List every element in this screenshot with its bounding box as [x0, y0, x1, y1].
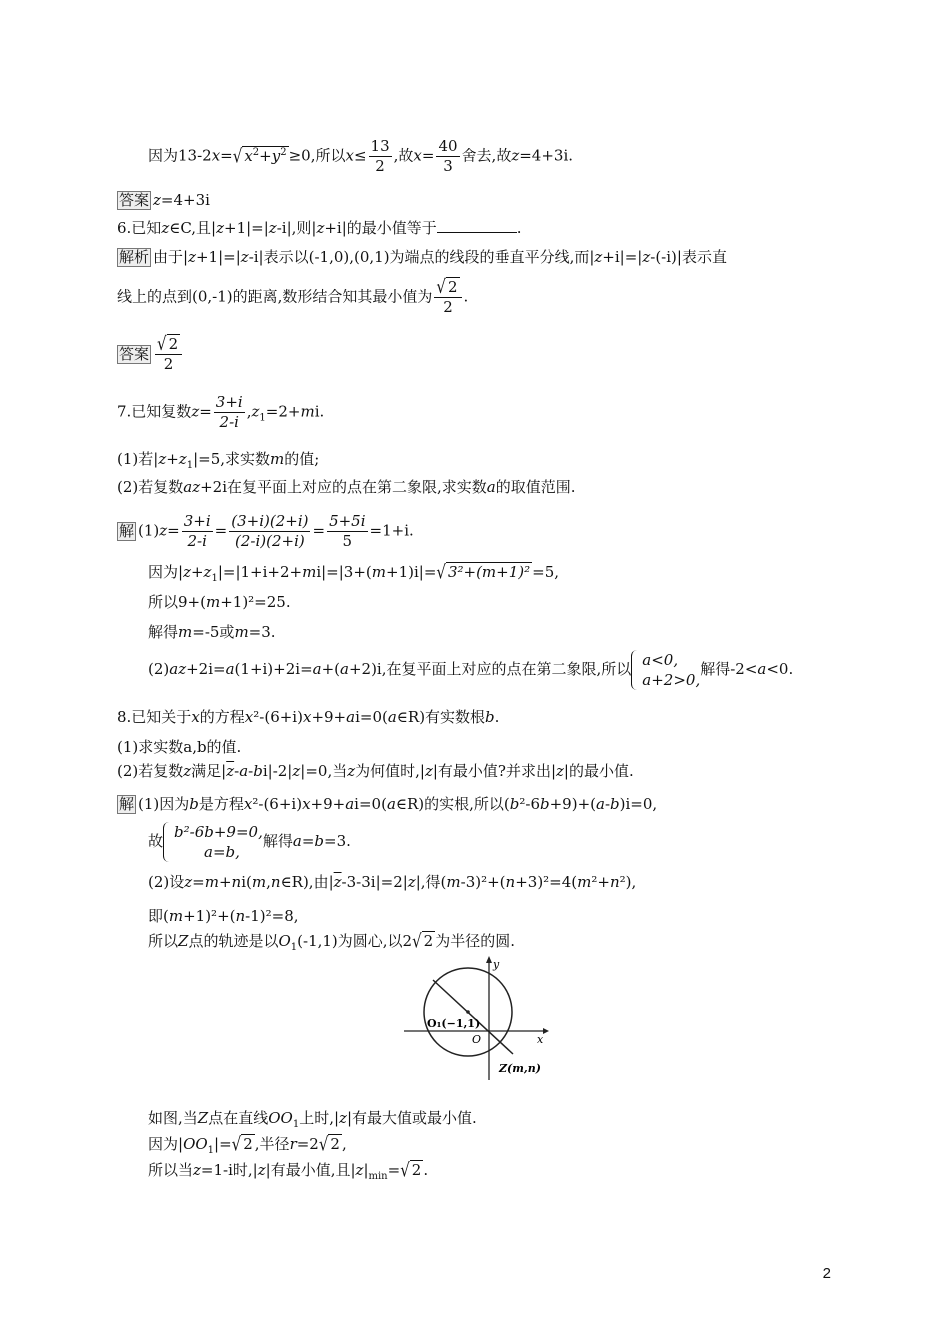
- x-axis-label: x: [537, 1033, 544, 1046]
- q7-solution-line4: 解得m=-5或m=3.: [148, 623, 276, 641]
- center-dot: [466, 1010, 470, 1014]
- q8-solution-line8: 所以当z=1-i时,|z|有最小值,且$|z|_{min}=√$ 2 .: [148, 1158, 429, 1182]
- q8-stem: 8.已知关于x的方程x²-(6+i)x+9+ai=0(a∈R)有实数根b.: [117, 708, 500, 726]
- point-z-label: Z(m,n): [499, 1062, 541, 1075]
- solution-tag: 解: [119, 795, 135, 813]
- answer-tag: 答案: [119, 191, 150, 209]
- answer-blank: [437, 218, 517, 233]
- q8-solution-line5: 所以Z点的轨迹是以$O_1(-1,1)$为圆心,以2√ 2 为半径的圆.: [148, 929, 515, 953]
- q7-solution-line1: 解 (1)z= $\frac{3+i}{2-i}$ = $\frac{(3+i)(2+i)}{(2-i)(2+i)}$ = $\frac{5+5i}{5}$ =1+i.: [119, 512, 414, 550]
- q5-answer: 答案 z=4+3i: [119, 191, 210, 209]
- center-label: O₁(−1,1): [427, 1017, 481, 1030]
- q8-solution-line4: 即(m+1)²+(n-1)²=8,: [148, 907, 299, 925]
- origin-label: O: [472, 1033, 482, 1046]
- q6-analysis-line1: 解析 由于|z+1|=|z-i|表示以(-1,0),(0,1)为端点的线段的垂直平分线,而|z+i|=|z-(-i)|表示直: [119, 248, 727, 266]
- solution-tag: 解: [119, 521, 135, 540]
- q5-solution-line: 因为13-2x=√ $x^2+y^2 \ge 0$,所以x≤ $\frac{13}{2}$ ,故x= $\frac{40}{3}$ 舍去,故z=4+3i.: [148, 137, 574, 175]
- q6-stem: 6.已知z∈C,且|z+1|=|z-i|,则|z+i|的最小值等于 .: [117, 219, 522, 237]
- y-axis-label: y: [493, 958, 500, 971]
- q6-answer: 答案 $\frac{√ 2}{2}$: [117, 335, 184, 374]
- y-arrow: [486, 956, 492, 963]
- q8-solution-line3: (2)设z=m+ni(m,n∈R),由$|\overline{z}-3-3i|=2|z|$,得(m-3)²+(n+3)²=4(m²+n²),: [148, 873, 637, 891]
- q7-stem: 7.已知复数z= $\frac{3+i}{2-i}$ $,z_1=2+mi$.: [117, 393, 325, 431]
- locus-figure: [400, 955, 550, 1085]
- fraction-40-3: $\frac{40}{3}$: [438, 137, 458, 175]
- q7-part2: (2)若复数az+2i在复平面上对应的点在第二象限,求实数a的取值范围.: [117, 478, 576, 496]
- q8-solution-line2: 故 b²-6b+9=0, a=b, 解得a=b=3.: [148, 823, 351, 861]
- q7-solution-line5: (2)az+2i=a(1+i)+2i=a+(a+2)i,在复平面上对应的点在第二象限,所以 a<0, a+2>0, 解得-2<a<0.: [148, 651, 794, 689]
- q8-part1: (1)求实数a,b的值.: [117, 738, 242, 756]
- analysis-tag: 解析: [119, 248, 150, 266]
- q7-solution-line2: 因为$|z+z_1|=|1+i+2+mi|=|3+(m+1)i|=√$ 3²+(m+1)² =5,: [148, 560, 560, 584]
- q8-part2: (2)若复数z满足$|\overline{z}-a-bi|-2|z|=0$,当z为何值时,|z|有最小值?并求出|z|的最小值.: [117, 762, 634, 780]
- answer-tag: 答案: [119, 344, 150, 363]
- equation-system: b²-6b+9=0, a=b,: [163, 822, 263, 862]
- q8-solution-line7: 因为$|OO_1|=√$ 2 ,半径r=2√ 2 ,: [148, 1132, 347, 1156]
- q6-analysis-line2: 线上的点到(0,-1)的距离,数形结合知其最小值为 $\frac{√ 2}{2}$ .: [117, 275, 469, 316]
- q7-part1: (1)若$|z+z_1|=5$,求实数m的值;: [117, 450, 320, 471]
- q8-solution-line6: 如图,当Z点在直线$OO_1$上时,|z|有最大值或最小值.: [148, 1109, 477, 1130]
- fraction-13-2: $\frac{13}{2}$: [370, 137, 390, 175]
- page-number: 2: [822, 1265, 831, 1282]
- q7-solution-line3: 所以9+(m+1)²=25.: [148, 593, 291, 611]
- inequality-system: a<0, a+2>0,: [631, 650, 700, 690]
- x-arrow: [543, 1028, 549, 1034]
- q8-solution-line1: 解 (1)因为b是方程x²-(6+i)x+9+ai=0(a∈R)的实根,所以(b²-6b+9)+(a-b)i=0,: [119, 795, 658, 813]
